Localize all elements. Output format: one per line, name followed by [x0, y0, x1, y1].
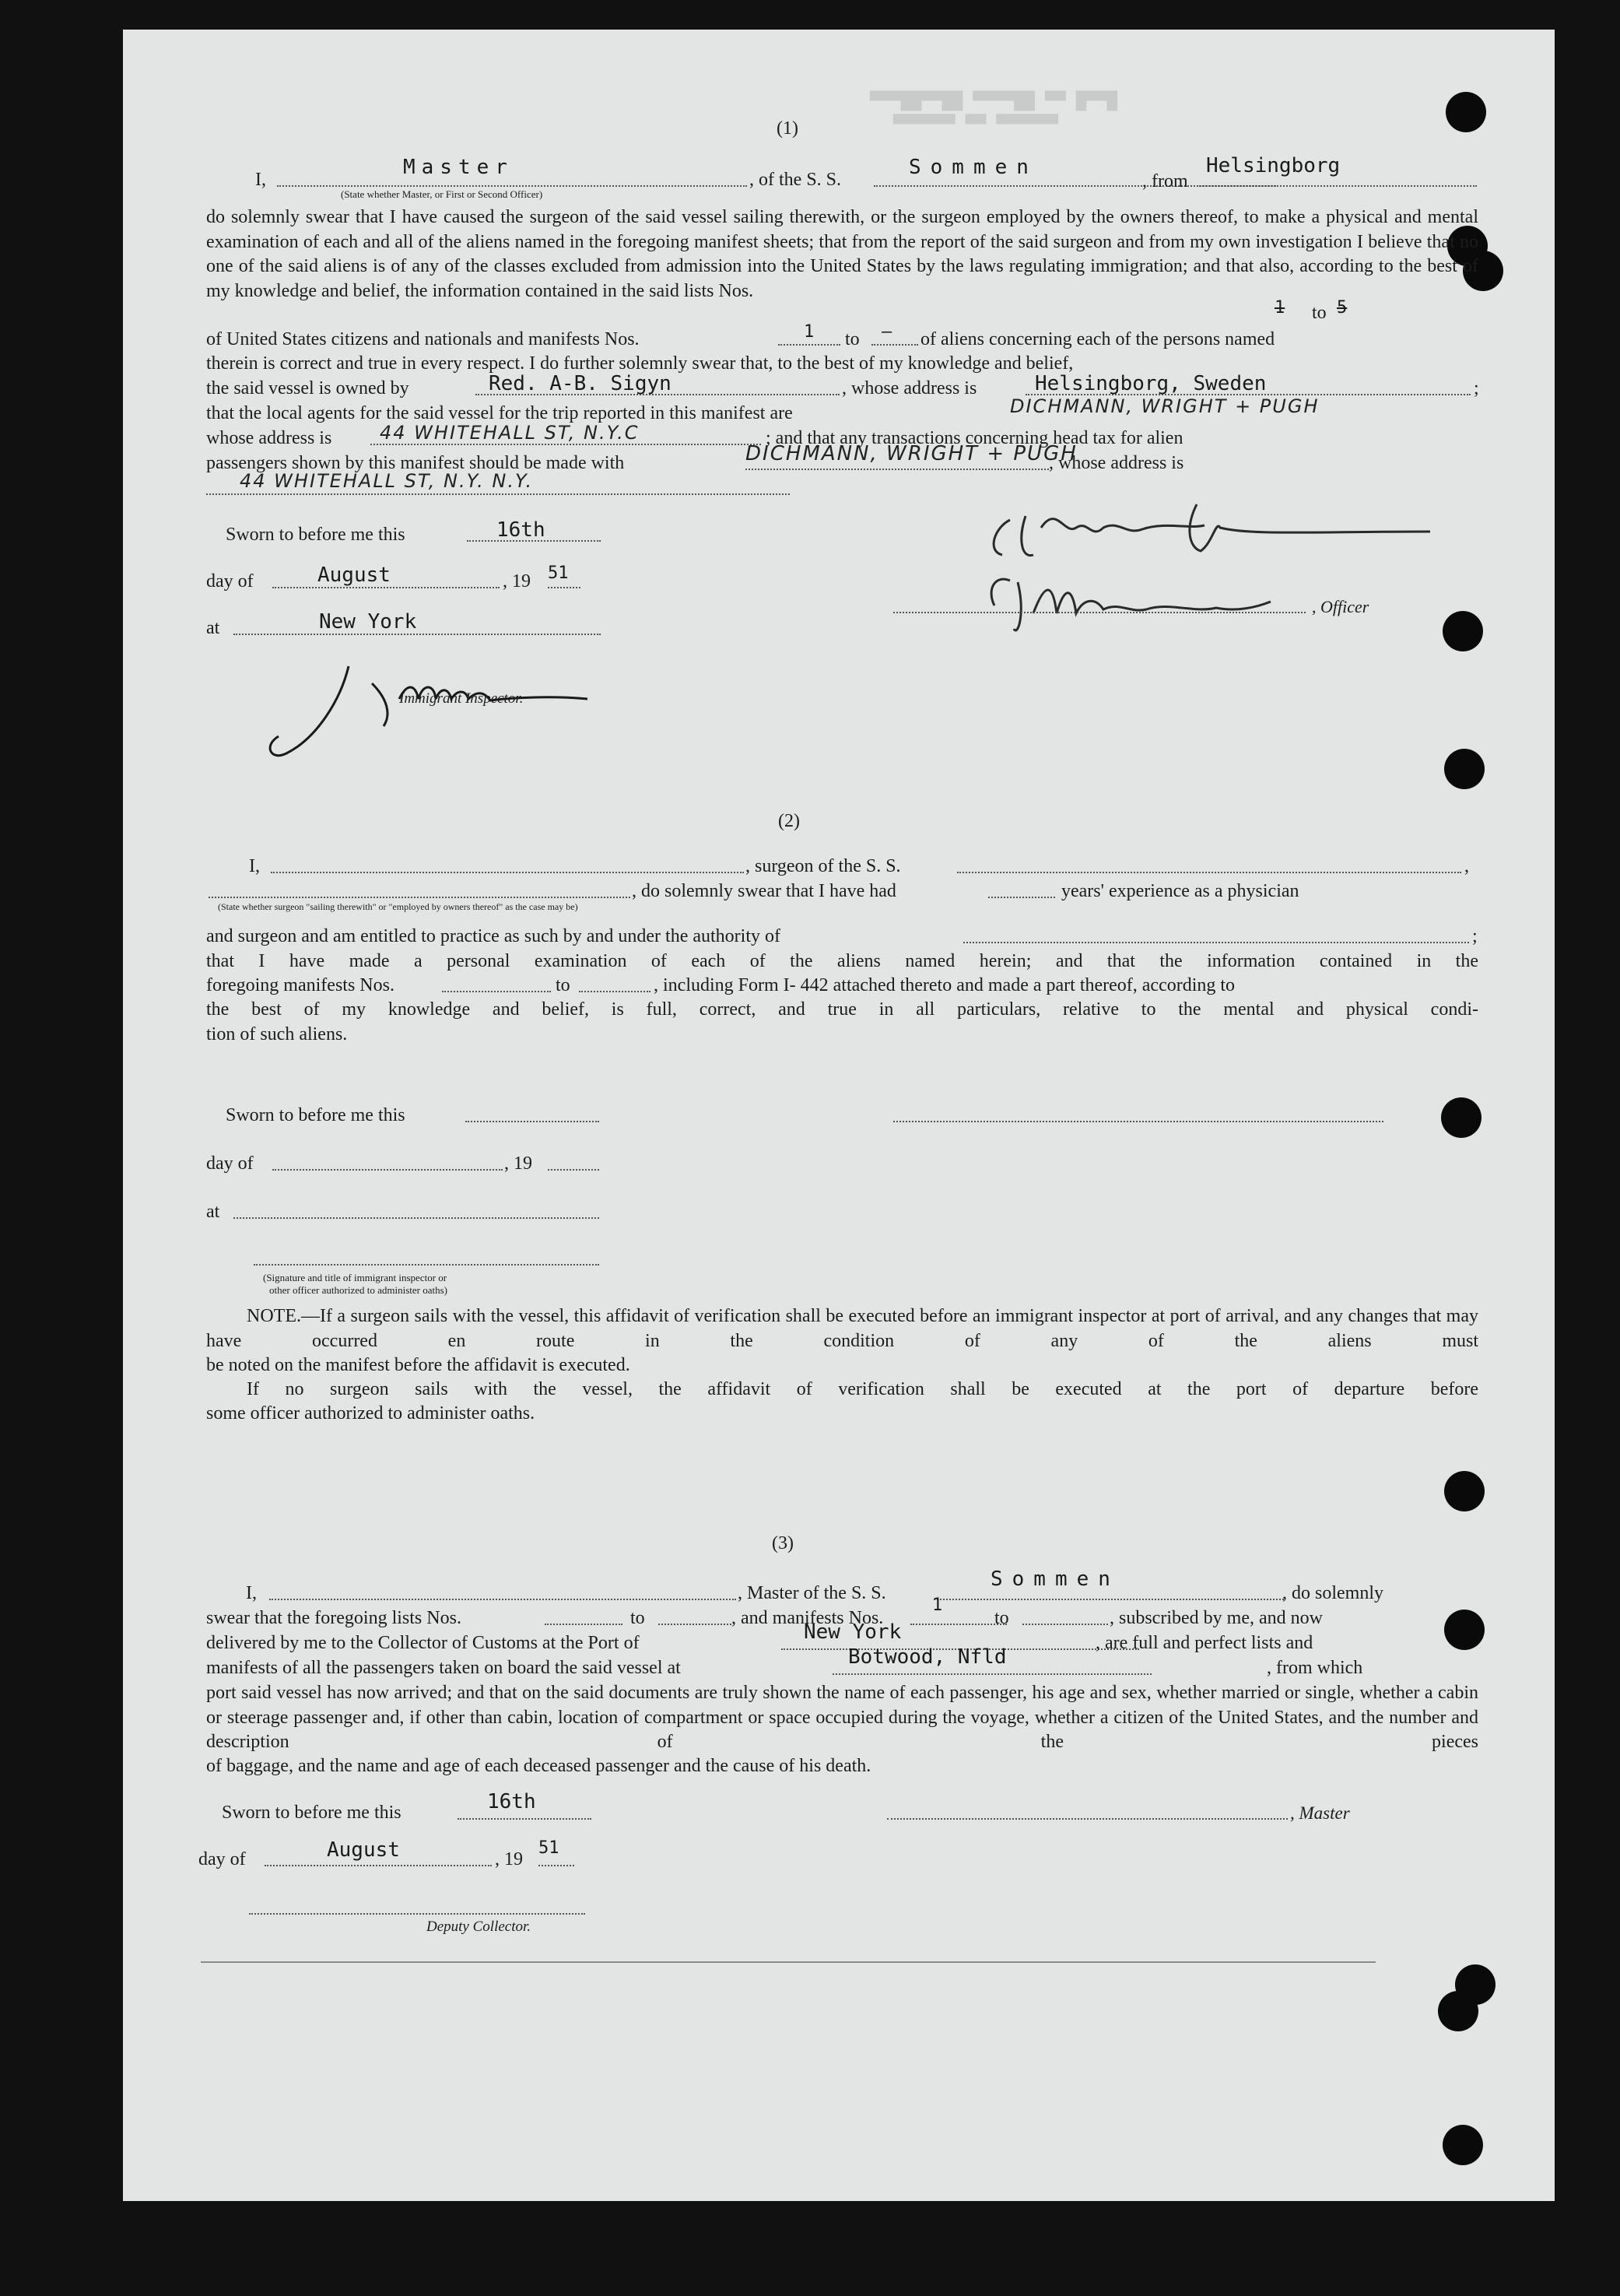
owner-address-end: ;: [1474, 378, 1479, 398]
head-tax-agent: DICHMANN, WRIGHT + PUGH: [745, 442, 1078, 465]
head-tax-label: ; and that any transactions concerning head tax for alien: [766, 428, 1183, 448]
surgeon-vessel-line: [957, 872, 1461, 873]
from-label: , from: [1142, 171, 1188, 191]
inspector-label: Immigrant Inspector.: [399, 690, 524, 707]
year-line-1: [548, 587, 580, 588]
sworn-label-1: Sworn to before me this: [226, 525, 405, 545]
manifests-label: foregoing manifests Nos.: [206, 975, 394, 995]
from-which-label: , from which: [1267, 1658, 1363, 1678]
head-tax-agent-label: passengers shown by this manifest should be made with: [206, 453, 625, 473]
punch-hole: [1443, 611, 1483, 651]
manifests-label-3: , and manifests Nos.: [731, 1608, 884, 1628]
head-tax-address-label: , whose address is: [1049, 453, 1184, 473]
delivered-label: delivered by me to the Collector of Customs at the Port of: [206, 1633, 640, 1653]
from-port: Helsingborg: [1206, 154, 1341, 177]
note-2: [247, 1378, 1478, 1403]
note-2-text: If no surgeon sails with the vessel, the affidavit of verification shall be executed at the port of departure before: [247, 1379, 1478, 1399]
manifest-page: [123, 30, 1555, 2201]
place-1: New York: [319, 610, 417, 634]
day-of-label-1: day of: [206, 571, 254, 592]
belief-text: the best of my knowledge and belief, is full, correct, and true in all particulars, relative to the mental and physical condi-: [206, 999, 1478, 1020]
subscribed-label: , subscribed by me, and now: [1110, 1608, 1323, 1628]
punch-hole: [1443, 2125, 1483, 2165]
master-prefix: I,: [246, 1583, 257, 1603]
arrival-body: [206, 1681, 1478, 1755]
place-line-2: [233, 1217, 599, 1219]
do-solemnly-label: , do solemnly: [1282, 1583, 1383, 1603]
bleed-through-text: █▀▀█ ▀▀ ██▀▀▀▀ ██▀▀██▀▀▀: [870, 92, 1117, 111]
arrival-body-text: port said vessel has now arrived; and that on the said documents are truly shown the name of each passenger, his age and sex, whether married or single, whether a cabin or steerage passenger and, if other than cabin, location of compartment or space occupied during the voyage, whether a citizen of the United States, and the number and description of the pieces: [206, 1683, 1478, 1752]
year-line-3: [538, 1865, 574, 1866]
section-2-number: (2): [778, 811, 800, 831]
agents-label: that the local agents for the said vessel for the trip reported in this manifest are: [206, 403, 793, 423]
authority-label: and surgeon and am entitled to practice as such by and under the authority of: [206, 926, 780, 946]
manifests-from-line-3: [910, 1624, 1007, 1625]
manifest-to: —: [882, 322, 892, 342]
belief-line: [206, 998, 1478, 1023]
lists-label-3: swear that the foregoing lists Nos.: [206, 1608, 461, 1628]
sworn-label-2: Sworn to before me this: [226, 1105, 405, 1125]
form-label: , including Form I- 442 attached thereto and made a part thereof, according to: [654, 975, 1236, 995]
manifests-from-line: [442, 991, 551, 992]
declarant-prefix: I,: [255, 170, 266, 190]
agent-address-line: [370, 444, 761, 445]
vessel-line-3: [934, 1599, 1284, 1600]
year-line-2: [548, 1169, 599, 1171]
owner-address-label: , whose address is: [842, 378, 977, 398]
manifests-to-label: to: [556, 975, 570, 995]
sig-hint-2: other officer authorized to administer oaths): [269, 1284, 447, 1296]
surgeon-hint: (State whether surgeon "sailing therewith" or "employed by owners thereof" as the case may be): [218, 901, 578, 912]
examination-line: [206, 950, 1478, 974]
boarding-label: manifests of all the passengers taken on board the said vessel at: [206, 1658, 681, 1678]
surgeon-prefix: I,: [249, 856, 260, 876]
place-line-1: [233, 634, 601, 635]
bleed-through-text: ▀▀▀▀▀▀ ▀▀ ▀▀▀▀▀▀: [893, 115, 1058, 135]
vessel-name-3: Sommen: [991, 1568, 1120, 1591]
semicolon: ;: [1472, 926, 1478, 946]
agent-address: 44 WHITEHALL ST, N.Y.C: [380, 422, 640, 444]
manifests-to-line: [579, 991, 650, 992]
belief-end: tion of such aliens.: [206, 1024, 348, 1044]
year-prefix-3: , 19: [495, 1849, 523, 1869]
officer-label: , Officer: [1312, 597, 1369, 616]
at-label-2: at: [206, 1202, 220, 1222]
punch-hole: [1444, 749, 1485, 789]
years-label: years' experience as a physician: [1061, 881, 1299, 901]
boarding-port: Botwood, Nfld: [848, 1645, 1007, 1669]
surgeon-signature-line: [893, 1121, 1383, 1122]
head-tax-agent-line: [745, 469, 1049, 470]
list-to: 5: [1337, 298, 1348, 318]
lists-to-label-3: to: [630, 1608, 645, 1628]
role-value: Master: [403, 156, 514, 179]
role-line: [277, 185, 747, 187]
authority-line: [963, 942, 1469, 943]
lists-to-line-3: [658, 1624, 731, 1625]
month-1: August: [317, 563, 391, 587]
head-tax-address: 44 WHITEHALL ST, N.Y. N.Y.: [240, 470, 534, 492]
sworn-day-line-2: [465, 1121, 599, 1122]
sworn-day-line-3: [458, 1818, 591, 1820]
master-of-label: , Master of the S. S.: [738, 1583, 886, 1603]
manifest-line-a: of United States citizens and nationals and manifests Nos.: [206, 329, 640, 349]
manifest-from-line: [778, 344, 840, 346]
oath-line-c: therein is correct and true in every respect. I do further solemnly swear that, to the best of my knowledge and belief,: [206, 353, 1074, 374]
punch-hole: [1438, 1991, 1478, 2031]
manifests-from-3: 1: [932, 1596, 943, 1615]
month-line-1: [272, 587, 500, 588]
year-1: 51: [548, 563, 569, 583]
owner-name: Red. A-B. Sigyn: [489, 372, 671, 395]
head-tax-address-line: [206, 493, 790, 495]
day-of-label-3: day of: [198, 1849, 246, 1869]
surgeon-status-line: [209, 897, 630, 898]
officer-signature: [940, 489, 1438, 652]
manifest-to-label: to: [845, 329, 860, 349]
owner-label: the said vessel is owned by: [206, 378, 409, 398]
oath-body: [206, 205, 1478, 304]
punch-hole: [1444, 1610, 1485, 1650]
year-prefix-1: , 19: [503, 571, 531, 592]
punch-hole: [1441, 1097, 1481, 1138]
oath-body-text: do solemnly swear that I have caused the surgeon of the said vessel sailing therewith, or the surgeon employed by the owners thereof, to make a physical and mental examination of each and all of the aliens named in the foregoing manifest sheets; that from the report of the said surgeon and from my own investigation I believe that no one of the said aliens is of any of the classes excluded from admission into the United States by the laws regulating immigration; and that also, according to the best of my knowledge and belief, the information contained in the said lists Nos.: [206, 207, 1478, 301]
note-2-last: some officer authorized to administer oaths.: [206, 1403, 535, 1424]
year-3: 51: [538, 1838, 559, 1858]
bottom-rule: [201, 1961, 1376, 1963]
sworn-label-3: Sworn to before me this: [222, 1803, 401, 1823]
section-3-number: (3): [772, 1533, 794, 1553]
punch-hole: [1444, 1471, 1485, 1511]
day-of-label-2: day of: [206, 1153, 254, 1174]
manifests-to-label-3: to: [994, 1608, 1009, 1628]
manifest-line-b: of aliens concerning each of the persons named: [920, 329, 1275, 349]
officer-line: [893, 612, 1306, 613]
month-line-3: [265, 1865, 492, 1866]
manifests-to-line-3: [1022, 1624, 1108, 1625]
inspector-signature: [255, 652, 660, 769]
lists-from-line-3: [545, 1624, 622, 1625]
month-3: August: [327, 1838, 400, 1862]
arrival-body-last: of baggage, and the name and age of each deceased passenger and the cause of his death.: [206, 1756, 871, 1776]
owner-address: Helsingborg, Sweden: [1035, 372, 1267, 395]
agents-value: DICHMANN, WRIGHT + PUGH: [1010, 395, 1320, 417]
sworn-day-1: 16th: [496, 518, 545, 542]
vessel-name: Sommen: [909, 156, 1038, 179]
master-name-line: [269, 1599, 736, 1600]
boarding-port-line: [833, 1673, 1152, 1675]
officer-sig-line-2: [254, 1264, 599, 1266]
agent-address-label: whose address is: [206, 428, 332, 448]
manifest-from: 1: [804, 322, 815, 342]
list-from: 1: [1275, 298, 1285, 318]
from-line: [1197, 185, 1477, 187]
punch-hole: [1446, 92, 1486, 132]
note-1-text: NOTE.—If a surgeon sails with the vessel, this affidavit of verification shall be executed before an immigrant inspector at port of arrival, and any changes that may have occurred en route in the condition of any of the aliens must: [206, 1306, 1478, 1351]
surgeon-of-label: , surgeon of the S. S.: [745, 856, 901, 876]
role-hint: (State whether Master, or First or Second Officer): [341, 188, 543, 200]
month-line-2: [272, 1169, 503, 1171]
at-label-1: at: [206, 618, 220, 638]
port-value: New York: [804, 1620, 902, 1644]
of-ss-label: , of the S. S.: [749, 170, 842, 190]
list-to-label: to: [1312, 303, 1327, 323]
examination-text: that I have made a personal examination of each of the aliens named herein; and that the information contained in the: [206, 951, 1478, 971]
surgeon-swear-label: , do solemnly swear that I have had: [632, 881, 896, 901]
note-1: [206, 1304, 1478, 1353]
section-1-number: (1): [777, 118, 798, 139]
comma: ,: [1464, 856, 1469, 876]
surgeon-name-line: [271, 872, 744, 873]
sworn-day-3: 16th: [487, 1790, 536, 1813]
years-line: [988, 897, 1055, 898]
note-1-last: be noted on the manifest before the affidavit is executed.: [206, 1355, 630, 1375]
manifest-to-line: [871, 344, 918, 346]
master-signature-line: [887, 1818, 1288, 1820]
deputy-line: [249, 1913, 585, 1915]
deputy-label: Deputy Collector.: [426, 1919, 531, 1935]
master-label: , Master: [1290, 1803, 1350, 1823]
sig-hint-1: (Signature and title of immigrant inspector or: [263, 1272, 447, 1283]
full-perfect-label: , are full and perfect lists and: [1096, 1633, 1313, 1653]
year-prefix-2: , 19: [504, 1153, 532, 1174]
